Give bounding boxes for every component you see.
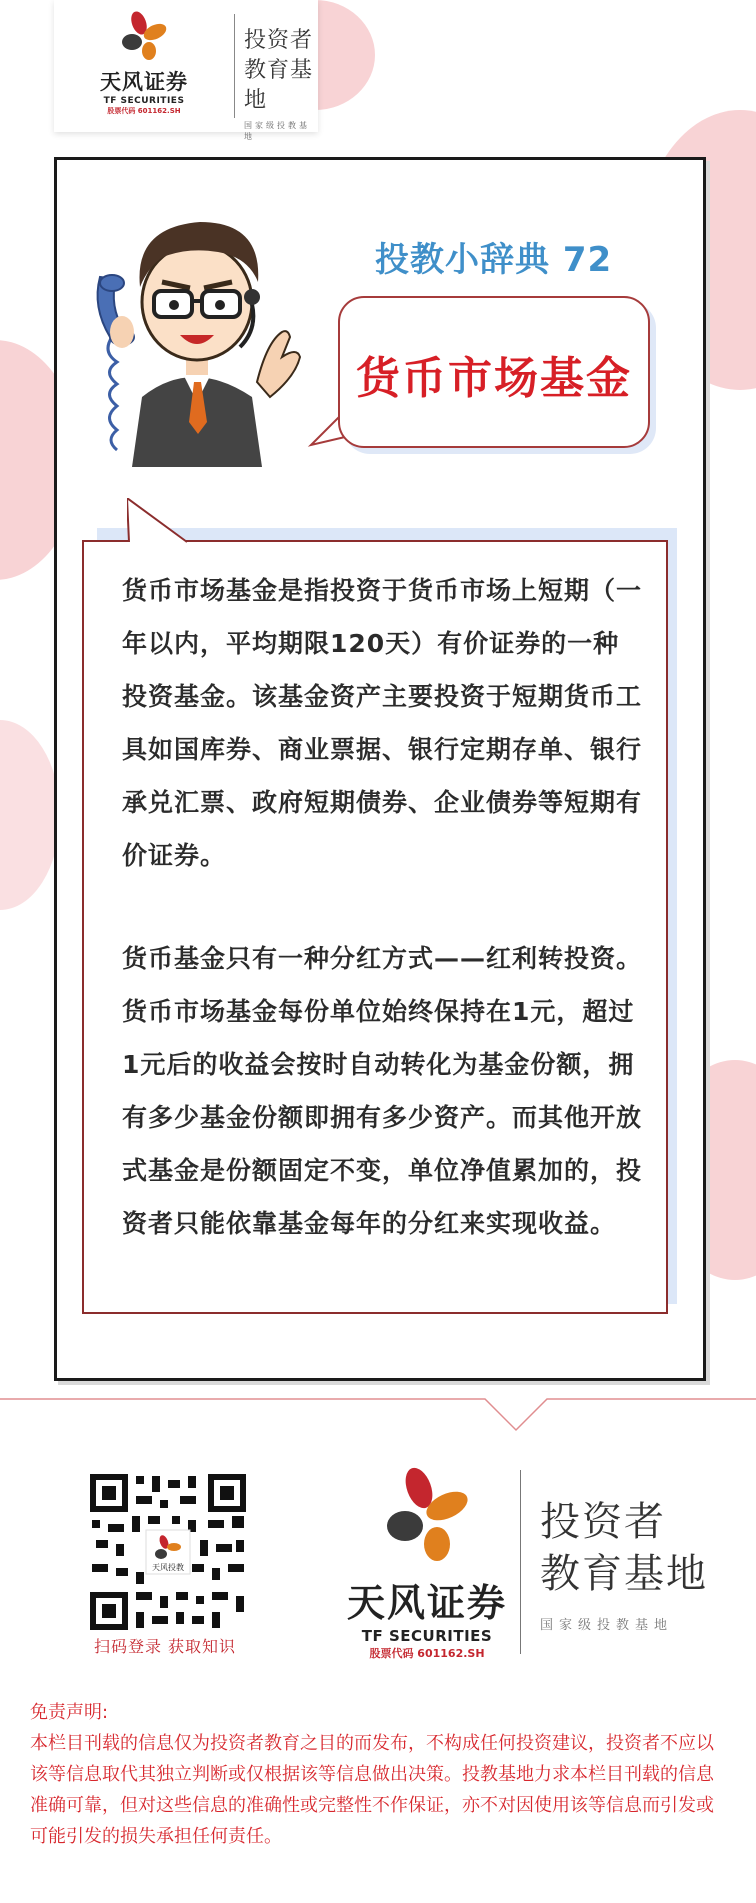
footer-base-sub: 国家级投教基地 <box>540 1618 674 1633</box>
logo-divider <box>234 14 235 118</box>
term-title: 货币市场基金 <box>356 353 632 404</box>
term-speech-bubble <box>338 296 650 448</box>
main-card <box>54 157 706 1381</box>
background-blob <box>0 720 60 910</box>
education-base-label <box>244 26 318 142</box>
definition-paragraph-2: 货币基金只有一种分红方式——红利转投资。货币市场基金每份单位始终保持在1元，超过1元后的收益会按时自动转化为基金份额，拥有多少基金份额即拥有多少资产。而其他开放式基金是份额固定不变，单位净值累加的，投资者只能依靠基金每年的分红来实现收益。 <box>122 944 643 1238</box>
definition-box <box>82 540 668 1314</box>
base-line-2: 教育基地 <box>244 58 314 113</box>
footer-stock-code: 股票代码 601162.SH <box>369 1647 485 1660</box>
box-tail-icon <box>127 498 207 544</box>
brand-name: 天风证券 <box>100 70 188 94</box>
disclaimer <box>30 1697 730 1852</box>
brand-english: TF SECURITIES <box>103 96 185 106</box>
flower-logo-icon <box>116 10 172 64</box>
qr-code-icon[interactable] <box>88 1472 248 1632</box>
series-title: 投教小辞典 72 <box>375 240 613 280</box>
flower-logo-icon <box>377 1466 477 1568</box>
footer-tf-logo <box>337 1466 517 1661</box>
disclaimer-title: 免责声明: <box>30 1702 109 1723</box>
footer-base-line-2: 教育基地 <box>540 1551 708 1597</box>
base-sub: 国家级投教基地 <box>244 121 310 141</box>
disclaimer-body: 本栏目刊载的信息仅为投资者教育之目的而发布，不构成任何投资建议，投资者不应以该等信息取代其独立判断或仅根据该等信息做出决策。投教基地力求本栏目刊载的信息准确可靠，但对这些信息的准确性或完整性不作保证，亦不对因使用该等信息而引发或可能引发的损失承担任何责任。 <box>30 1733 714 1847</box>
qr-center-label: 天风投教 <box>152 1563 184 1572</box>
section-divider <box>0 1398 756 1432</box>
tf-securities-logo <box>64 10 224 122</box>
definition-paragraph-1: 货币市场基金是指投资于货币市场上短期（一年以内，平均期限120天）有价证券的一种投资基金。该基金资产主要投资于短期货币工具如国库券、商业票据、银行定期存单、银行承兑汇票、政府短期债券、企业债券等短期有价证券。 <box>122 576 643 870</box>
base-line-1: 投资者 <box>244 28 314 53</box>
footer-brand-name: 天风证券 <box>346 1581 507 1625</box>
stock-code: 股票代码 601162.SH <box>107 107 181 115</box>
cartoon-advisor-icon <box>82 187 302 467</box>
footer-base-line-1: 投资者 <box>540 1499 666 1545</box>
footer-brand-english: TF SECURITIES <box>361 1627 493 1645</box>
footer-education-base <box>540 1496 740 1633</box>
footer-logo-divider <box>520 1470 521 1654</box>
qr-caption: 扫码登录 获取知识 <box>93 1637 237 1656</box>
header-logo-card <box>54 0 318 141</box>
